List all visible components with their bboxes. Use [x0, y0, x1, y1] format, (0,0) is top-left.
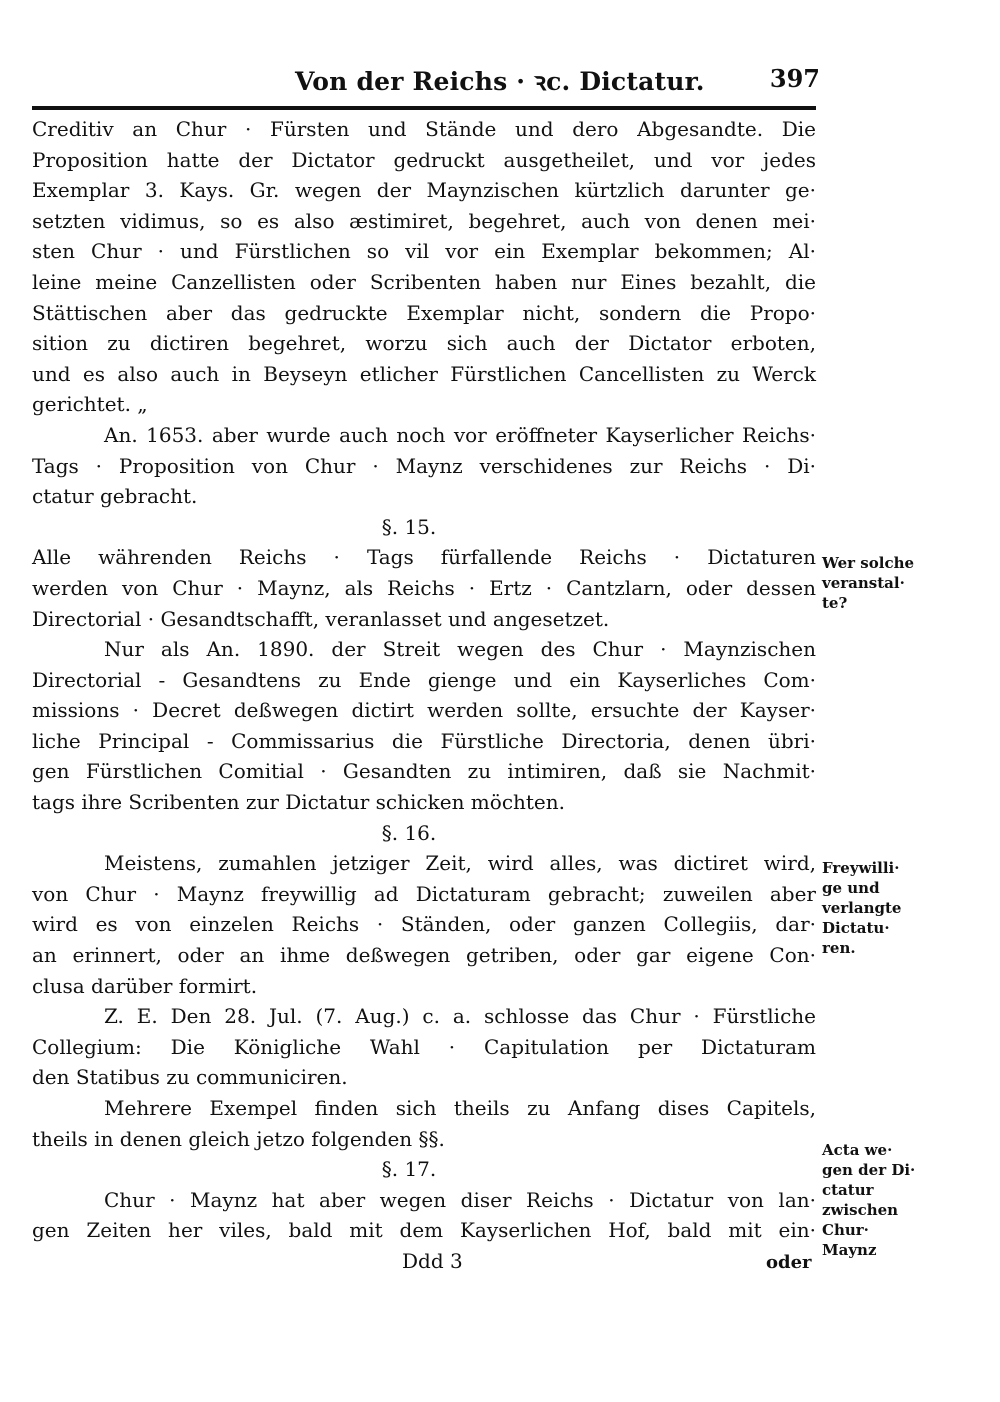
section-heading: §. 15.	[381, 514, 437, 539]
marginal-note	[822, 858, 992, 958]
text-line: leine meine Canzellisten oder Scribenten haben nur Eines bezahlt, die	[32, 269, 816, 294]
marginal-note	[822, 553, 992, 613]
text-line: wird es von einzelen Reichs · Ständen, oder ganzen Collegiis, dar·	[32, 912, 816, 937]
text-line: Creditiv an Chur · Fürsten und Stände und dero Abgesandte. Die	[32, 117, 816, 141]
marginal-note-line: Chur·	[822, 1221, 869, 1239]
text-line: Z. E. Den 28. Jul. (7. Aug.) c. a. schlosse das Chur · Fürstliche	[104, 1004, 816, 1029]
text-line: Directorial - Gesandtens zu Ende gienge und ein Kayserliches Com·	[32, 667, 816, 692]
header-rule	[32, 106, 816, 110]
page-header	[30, 60, 820, 100]
marginal-note-line: Freywilli·	[822, 859, 900, 877]
marginal-note-line: ctatur	[822, 1181, 874, 1199]
marginal-note-line: ge und	[822, 879, 880, 897]
text-line: an erinnert, oder an ihme deßwegen getriben, oder gar eigene Con·	[32, 943, 816, 968]
text-line: setzten vidimus, so es also æstimiret, begehret, auch von denen mei·	[32, 208, 816, 233]
text-line: Stättischen aber das gedruckte Exemplar nicht, sondern die Propo·	[32, 300, 816, 325]
marginal-note-line: zwischen	[822, 1201, 899, 1219]
marginal-note-line: ren.	[822, 939, 856, 957]
marginal-note-line: veranstal·	[822, 574, 905, 592]
marginal-note	[822, 1140, 992, 1260]
marginal-note-line: Acta we·	[822, 1141, 893, 1159]
page-number: 397	[769, 64, 820, 93]
text-line: werden von Chur · Maynz, als Reichs · Ertz · Cantzlarn, oder dessen	[32, 575, 816, 600]
signature-mark: Ddd 3	[402, 1248, 463, 1273]
running-title: Von der Reichs · ꝛc. Dictatur.	[295, 67, 705, 96]
text-line: gen Zeiten her viles, bald mit dem Kayserlichen Hof, bald mit ein·	[32, 1218, 816, 1243]
text-line: und es also auch in Beyseyn etlicher Fürstlichen Cancellisten zu Werck	[32, 361, 816, 386]
text-line: den Statibus zu communiciren.	[32, 1065, 348, 1090]
text-line: clusa darüber formirt.	[32, 973, 258, 998]
text-line: Chur · Maynz hat aber wegen diser Reichs · Dictatur von lan·	[104, 1187, 816, 1212]
text-line: gen Fürstlichen Comitial · Gesandten zu intimiren, daß sie Nachmit·	[32, 759, 816, 784]
body-text	[32, 114, 816, 1277]
text-line: Collegium: Die Königliche Wahl · Capitulation per Dictaturam	[32, 1034, 816, 1059]
text-line: Alle währenden Reichs · Tags fürfallende Reichs · Dictaturen	[32, 545, 816, 570]
section-heading: §. 17.	[381, 1157, 437, 1182]
text-line: Proposition hatte der Dictator gedruckt ausgetheilet, und vor jedes	[32, 147, 816, 172]
text-line: Meistens, zumahlen jetziger Zeit, wird alles, was dictiret wird,	[104, 851, 816, 876]
catchword: oder	[766, 1252, 812, 1273]
text-line: missions · Decret deßwegen dictirt werden sollte, ersuchte der Kayser·	[32, 698, 816, 723]
marginal-note-line: Maynz	[822, 1241, 877, 1259]
text-line: An. 1653. aber wurde auch noch vor eröffneter Kayserlicher Reichs·	[104, 422, 816, 447]
marginal-note-line: Dictatu·	[822, 919, 890, 937]
text-line: von Chur · Maynz freywillig ad Dictaturam gebracht; zuweilen aber	[32, 881, 816, 906]
text-line: sten Chur · und Fürstlichen so vil vor ein Exemplar bekommen; Al·	[32, 239, 816, 264]
text-line: tags ihre Scribenten zur Dictatur schicken möchten.	[32, 790, 566, 815]
text-line: Nur als An. 1890. der Streit wegen des Chur · Maynzischen	[104, 637, 816, 662]
section-heading: §. 16.	[381, 820, 437, 845]
marginal-note-line: te?	[822, 594, 848, 612]
marginal-note-line: gen der Di·	[822, 1161, 916, 1179]
text-line: sition zu dictiren begehret, worzu sich auch der Dictator erboten,	[32, 331, 816, 356]
text-line: Mehrere Exempel finden sich theils zu Anfang dises Capitels,	[104, 1096, 816, 1120]
text-line: Directorial · Gesandtschafft, veranlasset und angesetzet.	[32, 606, 610, 631]
text-line: gerichtet. „	[32, 392, 148, 417]
text-line: Tags · Proposition von Chur · Maynz verschidenes zur Reichs · Di·	[32, 453, 816, 478]
text-line: Exemplar 3. Kays. Gr. wegen der Maynzischen kürtzlich darunter ge·	[32, 178, 816, 203]
marginal-note-line: Wer solche	[822, 554, 915, 572]
text-line: liche Principal - Commissarius die Fürstliche Directoria, denen übri·	[32, 728, 816, 753]
text-line: ctatur gebracht.	[32, 484, 198, 509]
text-line: theils in denen gleich jetzo folgenden §§.	[32, 1126, 445, 1151]
marginal-note-line: verlangte	[822, 899, 902, 917]
